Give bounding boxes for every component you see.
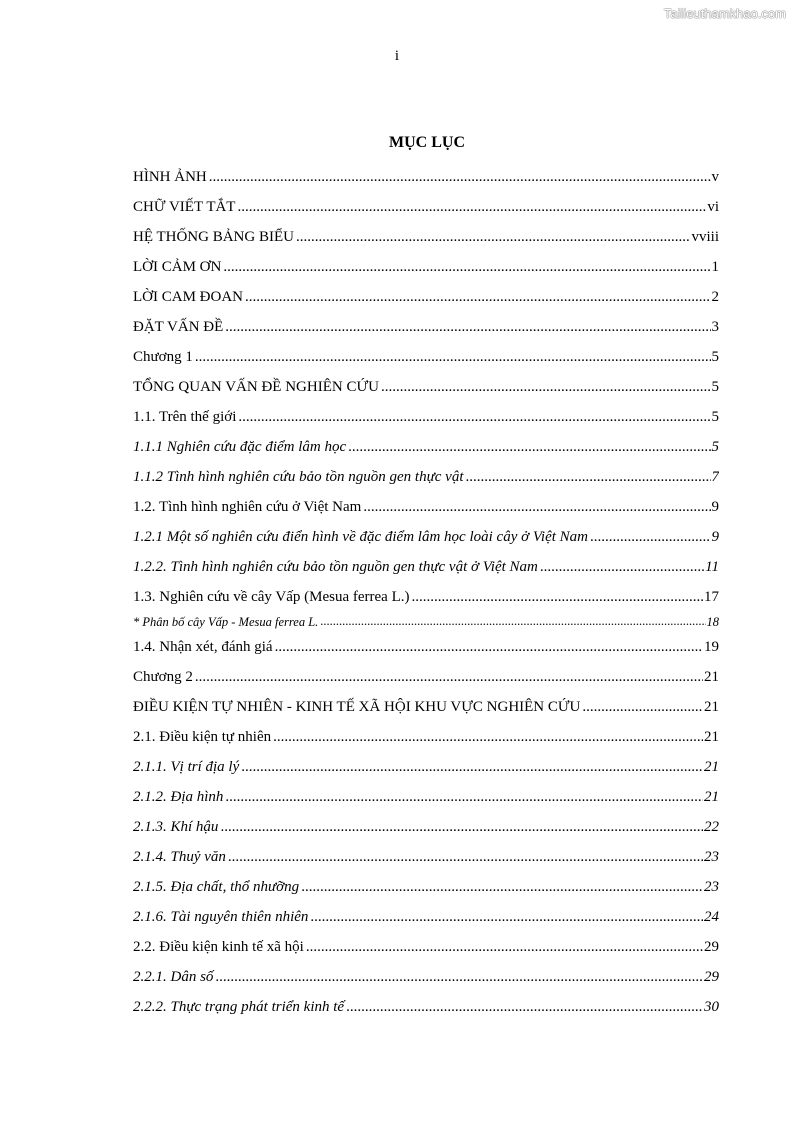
toc-entry[interactable] (133, 872, 719, 902)
toc-entry-page: 1 (711, 258, 719, 275)
dot-leader (363, 499, 710, 516)
toc-entry[interactable] (133, 632, 719, 662)
dot-leader (540, 559, 704, 576)
dot-leader (220, 819, 703, 836)
toc-entry-page: v (711, 168, 719, 185)
dot-leader (228, 849, 703, 866)
toc-entry-page: 9 (711, 528, 719, 545)
toc-entry-label: ĐẶT VẤN ĐỀ (133, 318, 224, 335)
toc-entry[interactable] (133, 582, 719, 612)
toc-entry[interactable] (133, 492, 719, 522)
dot-leader (582, 699, 703, 716)
toc-entry-label: CHỮ VIẾT TẮT (133, 198, 236, 215)
toc-entry-label: HỆ THỐNG BẢNG BIỂU (133, 228, 294, 245)
toc-entry-page: 21 (704, 728, 719, 745)
toc-entry-label: 2.2.1. Dân số (133, 968, 214, 985)
toc-entry-page: 5 (711, 348, 719, 365)
toc-entry[interactable] (133, 552, 719, 582)
toc-entry[interactable] (133, 312, 719, 342)
watermark-text: Tailieuthamkhao.com (663, 6, 786, 21)
dot-leader (215, 969, 703, 986)
toc-entry-page: 7 (711, 468, 719, 485)
toc-entry[interactable] (133, 692, 719, 722)
toc-entry-label: 2.2.2. Thực trạng phát triển kinh tế (133, 998, 345, 1015)
toc-entry[interactable] (133, 372, 719, 402)
toc-entry-page: 21 (704, 788, 719, 805)
toc-entry-page: 19 (704, 638, 719, 655)
toc-entry-label: 1.2.1 Một số nghiên cứu điển hình về đặc điểm lâm học loài cây ở Việt Nam (133, 528, 588, 545)
toc-entry-page: vviii (691, 228, 719, 245)
toc-entry-label: 2.1.1. Vị trí địa lý (133, 758, 240, 775)
toc-entry[interactable] (133, 782, 719, 812)
toc-entry[interactable] (133, 752, 719, 782)
toc-entry-label: 2.1.4. Thuỷ văn (133, 848, 226, 865)
toc-entry-page: 2 (711, 288, 719, 305)
toc-entry-page: 5 (711, 408, 719, 425)
toc-entry[interactable] (133, 722, 719, 752)
toc-entry-label: 1.2. Tình hình nghiên cứu ở Việt Nam (133, 498, 362, 515)
toc-entry-page: 11 (705, 558, 719, 575)
dot-leader (238, 409, 710, 426)
dot-leader (348, 439, 710, 456)
toc-entry-page: 21 (704, 698, 719, 715)
toc-entry-page: 3 (711, 318, 719, 335)
toc-entry[interactable] (133, 162, 719, 192)
toc-entry-page: 23 (704, 878, 719, 895)
toc-entry-page: 29 (704, 968, 719, 985)
toc-entry-page: 29 (704, 938, 719, 955)
dot-leader (306, 939, 703, 956)
toc-entry-page: 5 (711, 438, 719, 455)
dot-leader (237, 199, 706, 216)
dot-leader (223, 259, 710, 276)
toc-entry-page: 9 (711, 498, 719, 515)
toc-entry[interactable] (133, 992, 719, 1022)
toc-entry[interactable] (133, 432, 719, 462)
toc-entry[interactable] (133, 962, 719, 992)
dot-leader (346, 999, 703, 1016)
toc-entry[interactable] (133, 342, 719, 372)
toc-entry[interactable] (133, 402, 719, 432)
toc-entry-label: 2.1.3. Khí hậu (133, 818, 219, 835)
toc-entry-label: Chương 1 (133, 348, 193, 365)
toc-entry-page: 17 (704, 588, 719, 605)
dot-leader (275, 639, 703, 656)
toc-entry[interactable] (133, 932, 719, 962)
dot-leader (590, 529, 711, 546)
toc-entry[interactable] (133, 192, 719, 222)
dot-leader (241, 759, 703, 776)
toc-entry-label: ĐIỀU KIỆN TỰ NHIÊN - KINH TẾ XÃ HỘI KHU VỰC NGHIÊN CỨU (133, 698, 581, 715)
dot-leader (209, 169, 711, 186)
toc-entry-page: 30 (704, 998, 719, 1015)
dot-leader (195, 349, 711, 366)
toc-entry[interactable] (133, 842, 719, 872)
dot-leader (310, 909, 703, 926)
toc-entry-label: 2.1.2. Địa hình (133, 788, 224, 805)
toc-entry[interactable] (133, 902, 719, 932)
toc-entry-label: 2.2. Điều kiện kinh tế xã hội (133, 938, 304, 955)
toc-entry-page: 18 (706, 614, 719, 629)
toc-entry-label: 1.1.2 Tình hình nghiên cứu bảo tồn nguồn gen thực vật (133, 468, 464, 485)
toc-entry[interactable] (133, 662, 719, 692)
toc-title: MỤC LỤC (389, 134, 465, 151)
toc-entry-label: 1.4. Nhận xét, đánh giá (133, 638, 273, 655)
dot-leader (412, 589, 704, 606)
toc-entry-label: 1.3. Nghiên cứu về cây Vấp (Mesua ferrea L.) (133, 588, 410, 605)
dot-leader (273, 729, 703, 746)
toc-entry-label: * Phân bố cây Vấp - Mesua ferrea L. (133, 614, 319, 629)
dot-leader (466, 469, 711, 486)
dot-leader (296, 229, 691, 246)
toc-entry-label: 1.1. Trên thế giới (133, 408, 237, 425)
toc-entry-page: 21 (704, 758, 719, 775)
toc-entry-page: 22 (704, 818, 719, 835)
toc-entry-page: 23 (704, 848, 719, 865)
toc-entry[interactable] (133, 462, 719, 492)
dot-leader (381, 379, 711, 396)
toc-entry-label: Chương 2 (133, 668, 193, 685)
dot-leader (245, 289, 711, 306)
toc-entry-page: 21 (704, 668, 719, 685)
dot-leader (195, 669, 703, 686)
toc-entry-label: 2.1. Điều kiện tự nhiên (133, 728, 272, 745)
toc-entry-label: LỜI CẢM ƠN (133, 258, 222, 275)
toc-entry-page: 5 (711, 378, 719, 395)
dot-leader (225, 319, 710, 336)
toc-entry-label: LỜI CAM ĐOAN (133, 288, 243, 305)
toc-entry[interactable] (133, 252, 719, 282)
page-number: i (394, 48, 400, 64)
table-of-contents (133, 162, 719, 1022)
toc-entry-label: 1.1.1 Nghiên cứu đặc điểm lâm học (133, 438, 347, 455)
toc-entry[interactable] (133, 812, 719, 842)
dot-leader (320, 615, 705, 629)
toc-entry-label: 2.1.5. Địa chất, thổ nhưỡng (133, 878, 300, 895)
toc-entry-label: 1.2.2. Tình hình nghiên cứu bảo tồn nguồn gen thực vật ở Việt Nam (133, 558, 538, 575)
toc-entry[interactable] (133, 222, 719, 252)
dot-leader (225, 789, 703, 806)
dot-leader (301, 879, 703, 896)
toc-entry-label: 2.1.6. Tài nguyên thiên nhiên (133, 908, 309, 925)
toc-entry[interactable] (133, 282, 719, 312)
toc-entry-page: vi (707, 198, 719, 215)
toc-entry-label: HÌNH ẢNH (133, 168, 207, 185)
toc-entry[interactable] (133, 612, 719, 632)
toc-entry[interactable] (133, 522, 719, 552)
toc-entry-page: 24 (704, 908, 719, 925)
toc-entry-label: TỔNG QUAN VẤN ĐỀ NGHIÊN CỨU (133, 378, 379, 395)
